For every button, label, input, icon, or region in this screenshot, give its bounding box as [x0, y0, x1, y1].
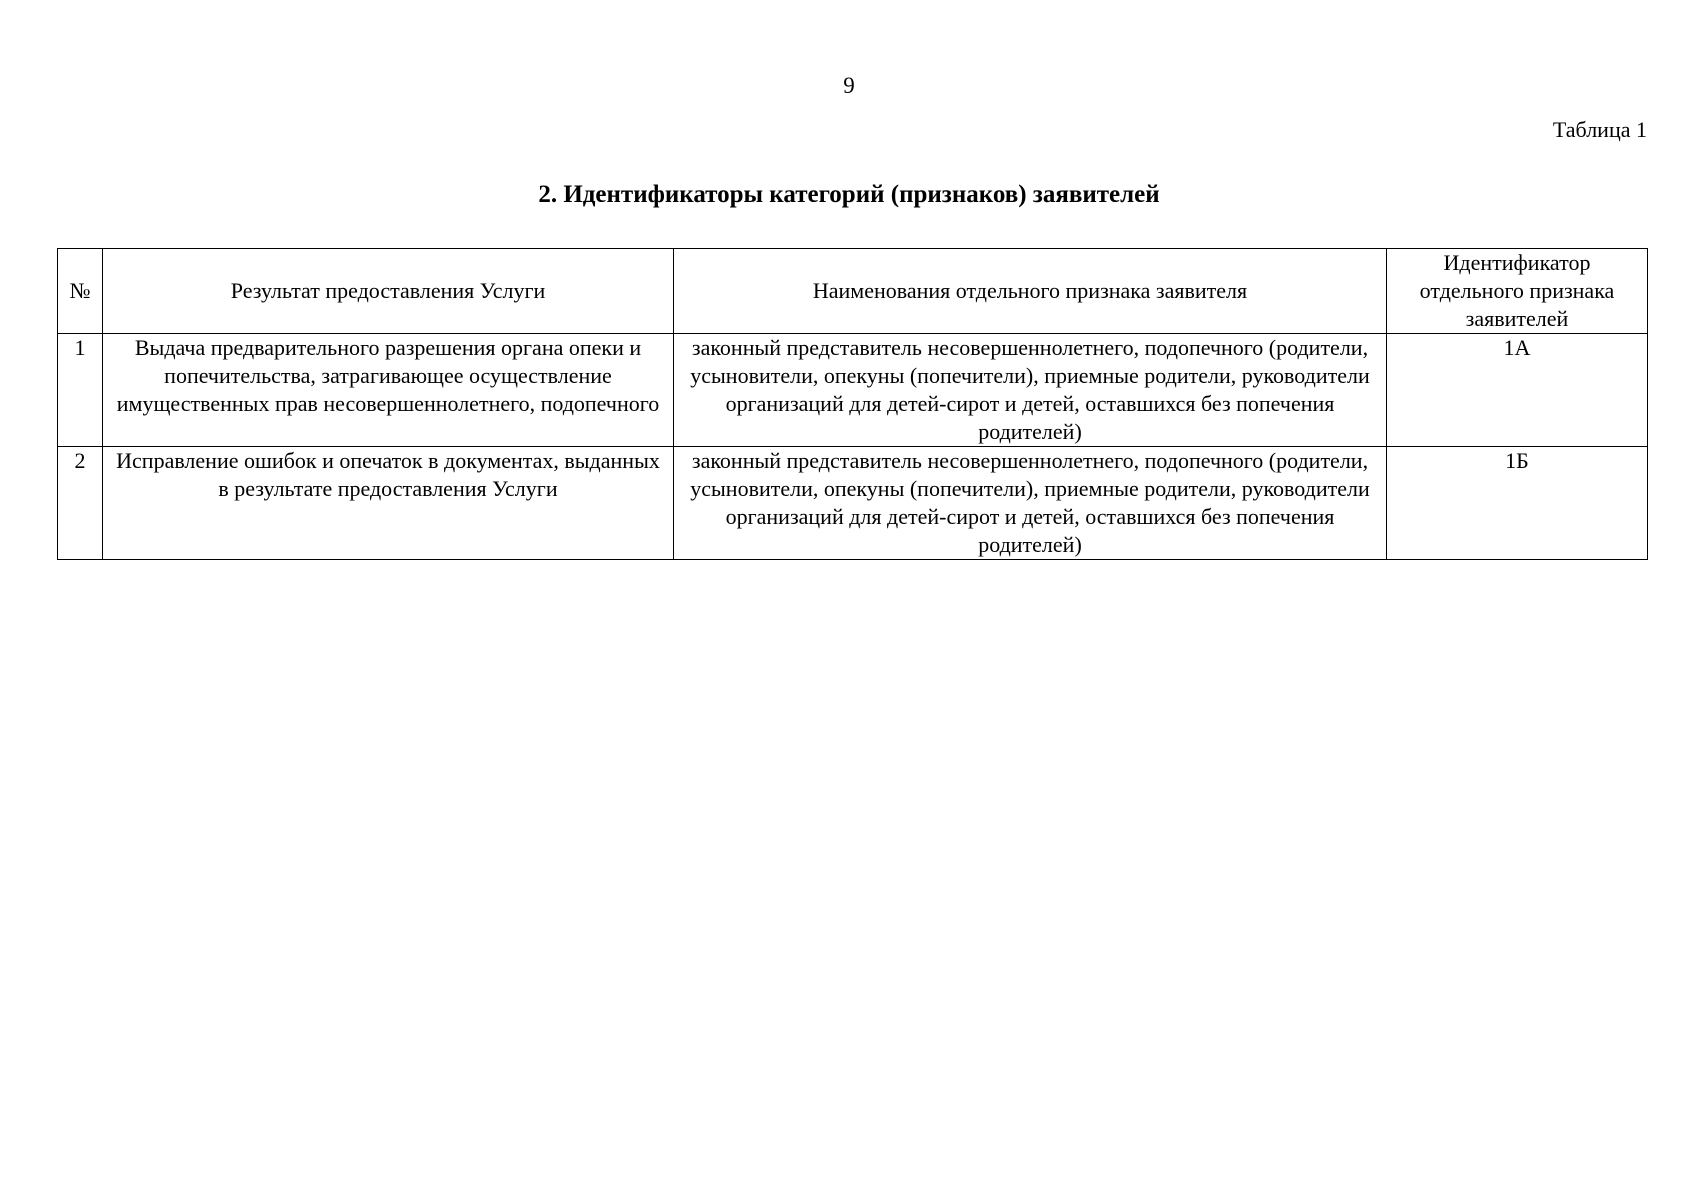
header-feature-identifier: Идентификатор отдельного признака заявителей: [1387, 249, 1648, 334]
row-number: 2: [58, 447, 103, 560]
document-title: 2. Идентификаторы категорий (признаков) заявителей: [538, 181, 1160, 208]
page-number: 9: [843, 73, 855, 98]
table-label: Таблица 1: [1552, 117, 1647, 142]
table-row: [58, 447, 1648, 560]
applicant-identifiers-table: [57, 248, 1648, 560]
header-number: №: [58, 249, 103, 334]
row-number: 1: [58, 334, 103, 447]
applicant-feature-cell: законный представитель несовершеннолетнего, подопечного (родители, усыновители, опекуны (попечители), приемные родители, руководители организаций для детей-сирот и детей, оставшихся без попечения родителей): [674, 334, 1387, 447]
applicant-feature-cell: законный представитель несовершеннолетнего, подопечного (родители, усыновители, опекуны (попечители), приемные родители, руководители организаций для детей-сирот и детей, оставшихся без попечения родителей): [674, 447, 1387, 560]
identifier-cell: 1Б: [1387, 447, 1648, 560]
header-service-result: Результат предоставления Услуги: [103, 249, 674, 334]
service-result-cell: Исправление ошибок и опечаток в документах, выданных в результате предоставления Услуги: [103, 447, 674, 560]
header-applicant-feature-name: Наименования отдельного признака заявителя: [674, 249, 1387, 334]
table-header-row: [58, 249, 1648, 334]
table-row: [58, 334, 1648, 447]
identifier-cell: 1А: [1387, 334, 1648, 447]
service-result-cell: Выдача предварительного разрешения органа опеки и попечительства, затрагивающее осуществление имущественных прав несовершеннолетнего, подопечного: [103, 334, 674, 447]
